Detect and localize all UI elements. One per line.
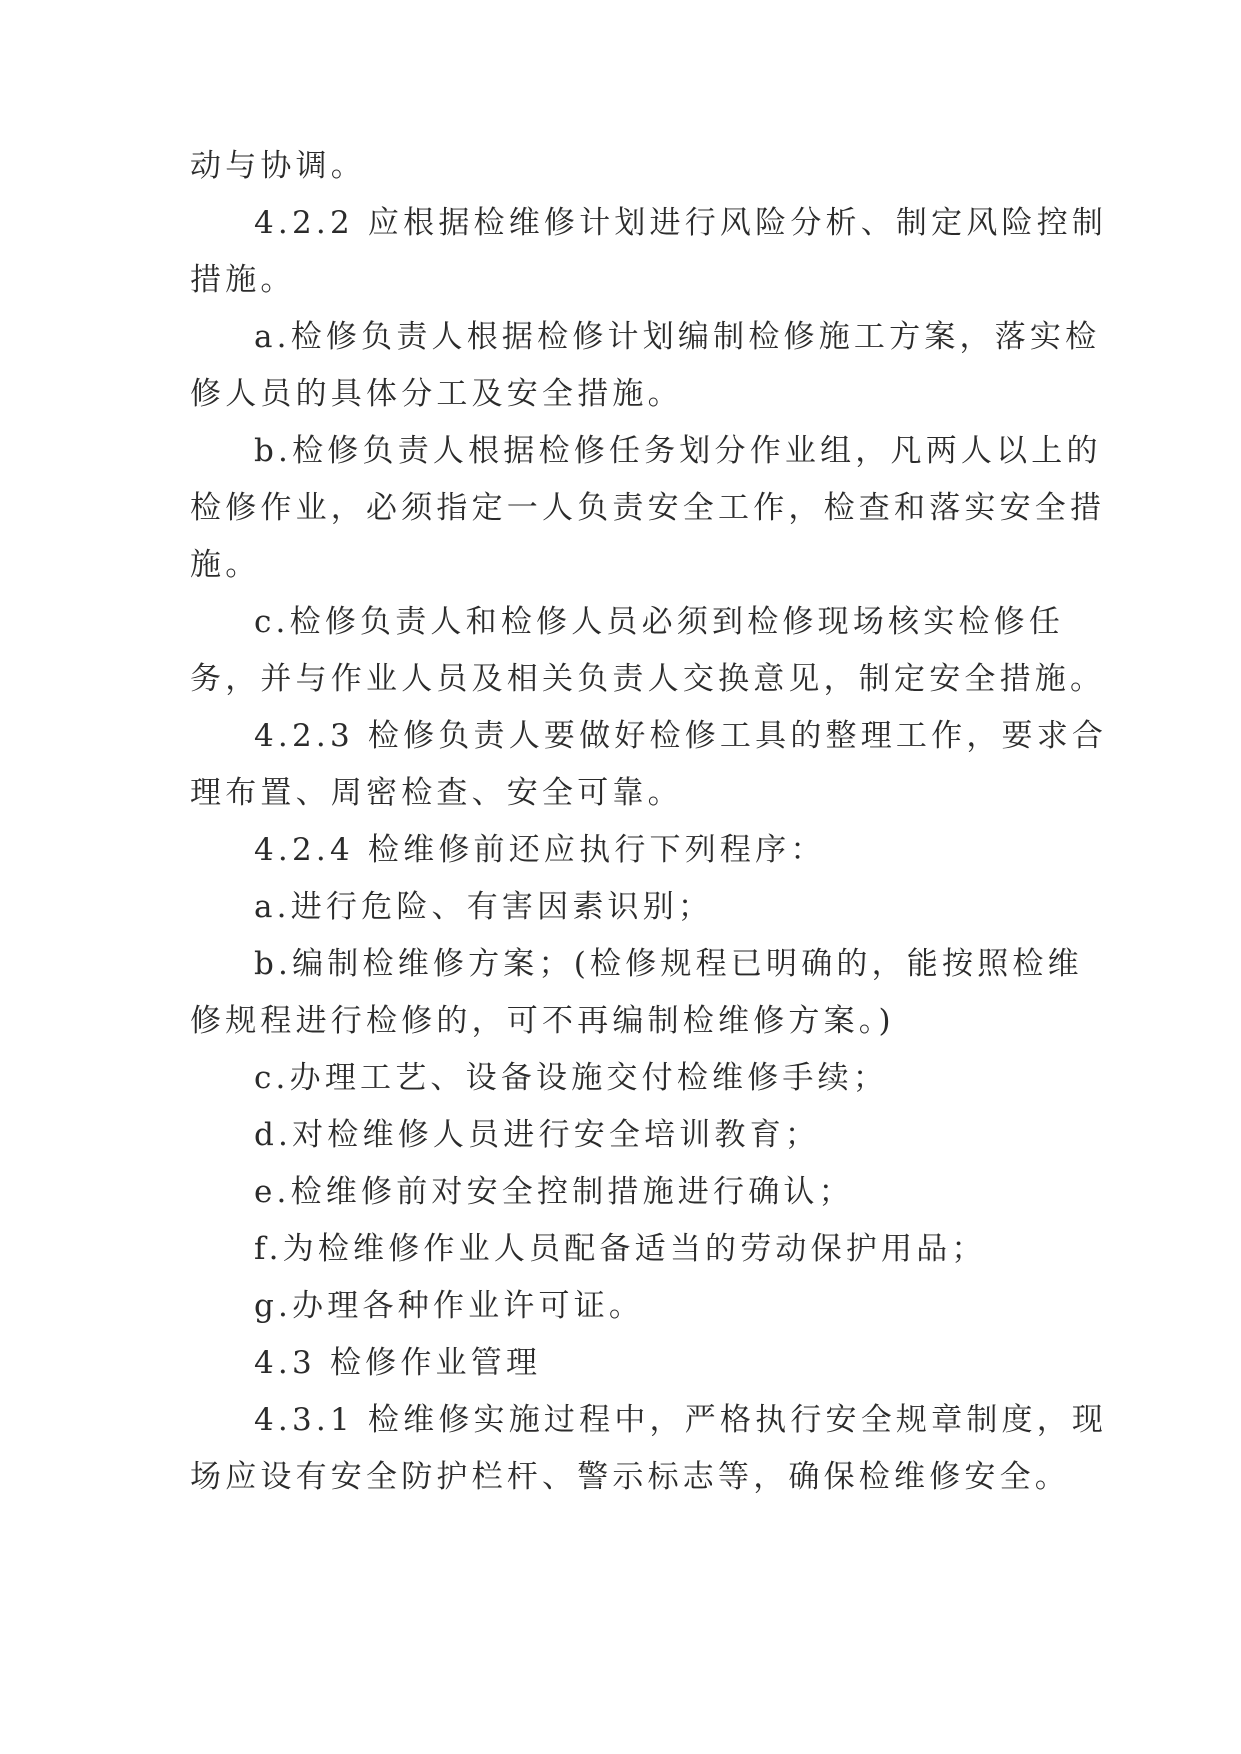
text-line: a.检修负责人根据检修计划编制检修施工方案，落实检 — [254, 319, 1101, 355]
text-line: f.为检维修作业人员配备适当的劳动保护用品； — [254, 1231, 987, 1267]
text-line: g.办理各种作业许可证。 — [254, 1288, 645, 1324]
text-line: 修规程进行检修的，可不再编制检维修方案。) — [190, 1003, 895, 1039]
text-line: 4.3.1 检维修实施过程中，严格执行安全规章制度，现 — [254, 1402, 1108, 1438]
text-line: 4.3 检修作业管理 — [254, 1345, 542, 1381]
text-line: 施。 — [190, 547, 261, 583]
text-line: b.检修负责人根据检修任务划分作业组，凡两人以上的 — [254, 433, 1102, 469]
text-line: c.办理工艺、设备设施交付检维修手续； — [254, 1060, 889, 1096]
text-line: 4.2.3 检修负责人要做好检修工具的整理工作，要求合 — [254, 718, 1108, 754]
text-line: 动与协调。 — [190, 148, 366, 184]
text-line: b.编制检维修方案；(检修规程已明确的，能按照检维 — [254, 946, 1083, 982]
text-line: a.进行危险、有害因素识别； — [254, 889, 714, 925]
text-line: e.检维修前对安全控制措施进行确认； — [254, 1174, 854, 1210]
text-line: 4.2.2 应根据检维修计划进行风险分析、制定风险控制 — [254, 205, 1108, 241]
text-line: 理布置、周密检查、安全可靠。 — [190, 775, 683, 811]
text-line: 务，并与作业人员及相关负责人交换意见，制定安全措施。 — [190, 661, 1106, 697]
text-line: 修人员的具体分工及安全措施。 — [190, 376, 683, 412]
text-line: d.对检维修人员进行安全培训教育； — [254, 1117, 821, 1153]
text-line: c.检修负责人和检修人员必须到检修现场核实检修任 — [254, 604, 1065, 640]
text-line: 措施。 — [190, 262, 296, 298]
text-line: 4.2.4 检维修前还应执行下列程序： — [254, 832, 826, 868]
text-line: 场应设有安全防护栏杆、警示标志等，确保检维修安全。 — [190, 1459, 1070, 1495]
text-line: 检修作业，必须指定一人负责安全工作，检查和落实安全措 — [190, 490, 1106, 526]
